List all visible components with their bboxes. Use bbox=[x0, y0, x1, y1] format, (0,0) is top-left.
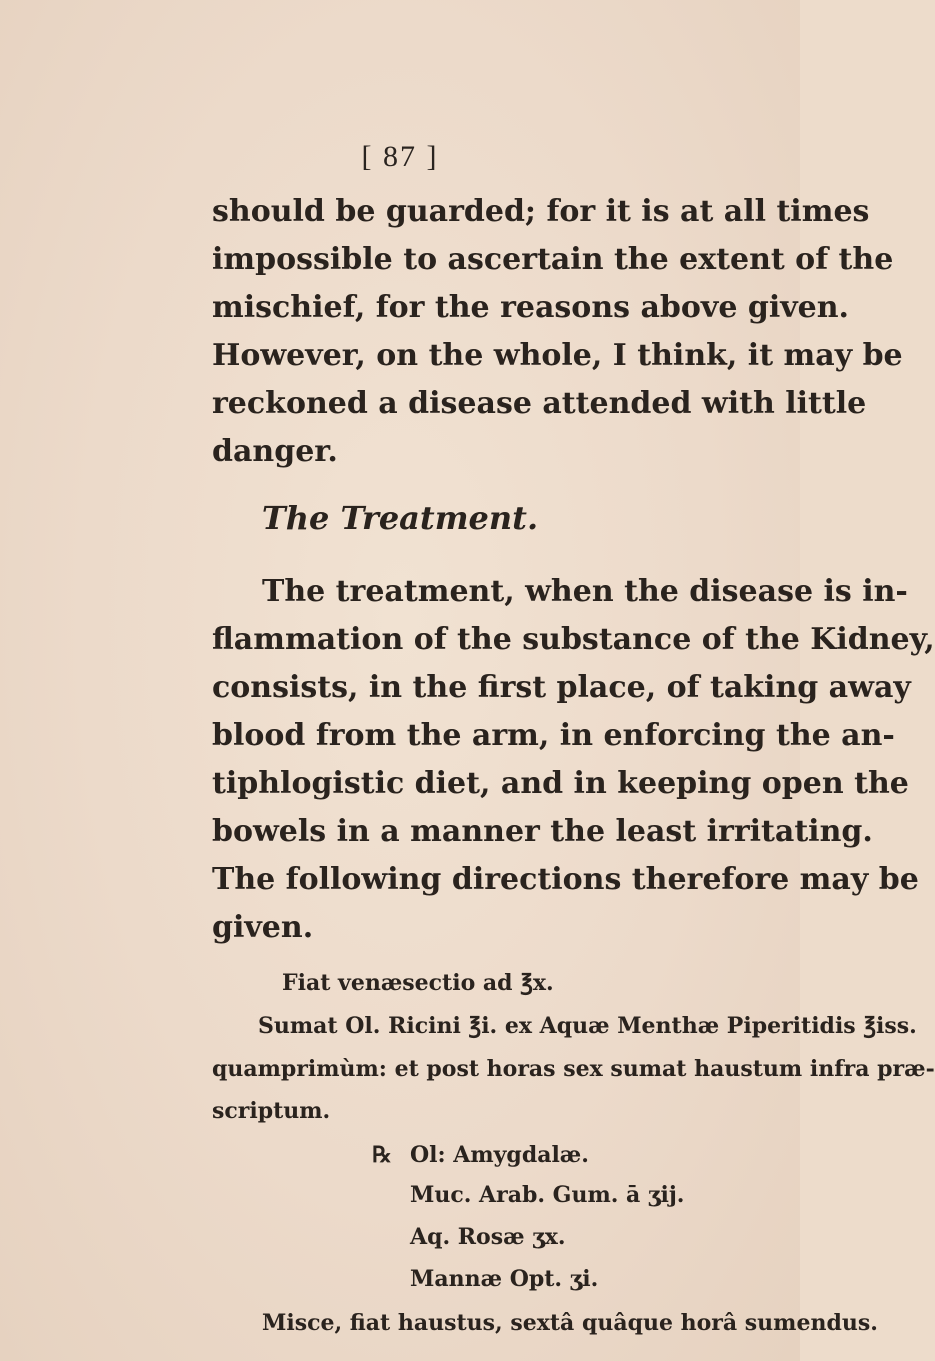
paragraph-line: impossible to ascertain the extent of the bbox=[212, 242, 894, 277]
paragraph-line: blood from the arm, in enforcing the an- bbox=[212, 718, 895, 753]
paragraph-line: flammation of the substance of the Kidney, bbox=[212, 622, 935, 657]
paragraph-line: The following directions therefore may be bbox=[212, 862, 919, 897]
paragraph-line: consists, in the first place, of taking away bbox=[212, 670, 911, 705]
paragraph-line: should be guarded; for it is at all times bbox=[212, 194, 870, 229]
paragraph-line: reckoned a disease attended with little bbox=[212, 386, 867, 421]
paragraph-line: mischief, for the reasons above given. bbox=[212, 290, 850, 325]
paragraph-line: The treatment, when the disease is in- bbox=[262, 574, 908, 609]
ingredient-line: Muc. Arab. Gum. ā ʒij. bbox=[410, 1182, 685, 1208]
closing-line: Misce, fiat haustus, sextâ quâque horâ sumendus. bbox=[262, 1310, 878, 1336]
venesection-line: Fiat venæsectio ad ℥x. bbox=[282, 970, 554, 996]
section-heading: The Treatment. bbox=[261, 499, 539, 537]
page-number: [ 87 ] bbox=[361, 140, 439, 173]
paragraph-line: given. bbox=[212, 910, 314, 945]
ingredient-line: Ol: Amygdalæ. bbox=[410, 1142, 589, 1168]
paragraph-line: tiphlogistic diet, and in keeping open the bbox=[212, 766, 909, 801]
sumat-line: quamprimùm: et post horas sex sumat haustum infra præ- bbox=[212, 1056, 935, 1082]
paragraph-line: bowels in a manner the least irritating. bbox=[212, 814, 873, 849]
paragraph-line: danger. bbox=[212, 434, 338, 469]
paragraph-line: However, on the whole, I think, it may be bbox=[212, 338, 903, 373]
ingredient-line: Aq. Rosæ ʒx. bbox=[410, 1224, 566, 1250]
recipe-symbol: ℞ bbox=[372, 1142, 392, 1168]
ingredient-line: Mannæ Opt. ʒi. bbox=[410, 1266, 599, 1292]
sumat-line: Sumat Ol. Ricini ℥i. ex Aquæ Menthæ Piperitidis ℥iss. bbox=[258, 1013, 917, 1039]
sumat-line: scriptum. bbox=[212, 1098, 331, 1124]
